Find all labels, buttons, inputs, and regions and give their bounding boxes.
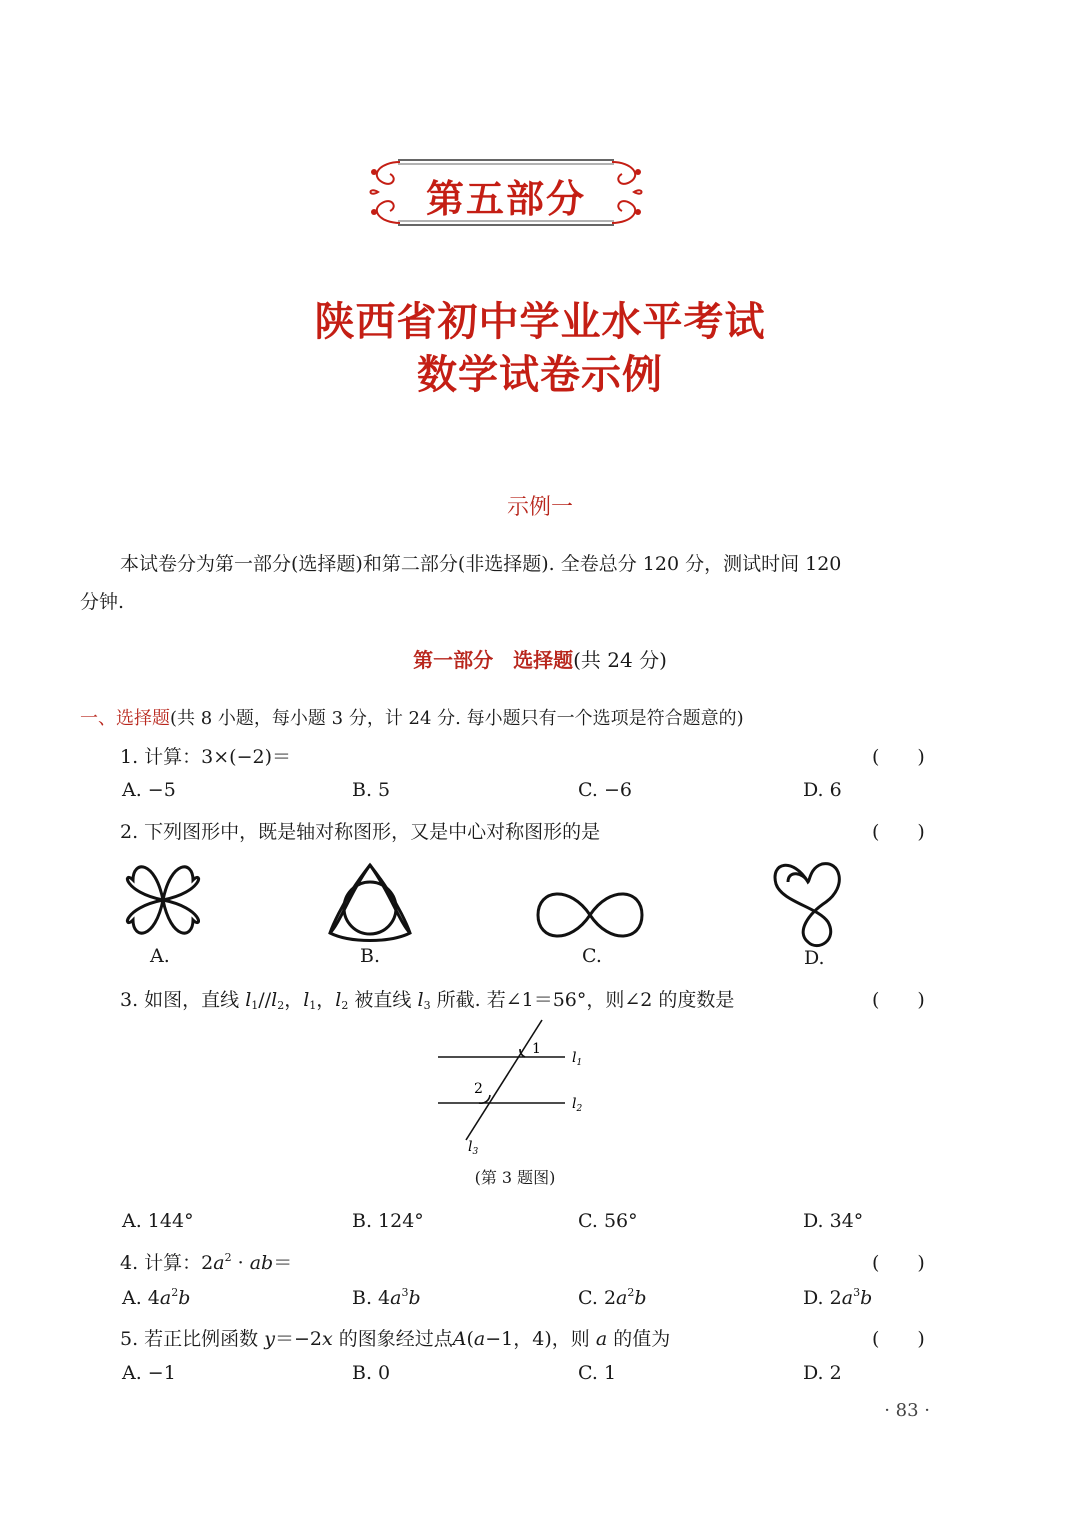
q2-option-d[interactable]: D. <box>804 947 825 969</box>
example-heading: 示例一 <box>506 495 573 520</box>
q1-option-b[interactable]: B. 5 <box>352 779 391 801</box>
q3-option-d[interactable]: D. 34° <box>803 1210 864 1232</box>
q1-option-d[interactable]: D. 6 <box>803 779 842 801</box>
page-number: · 83 · <box>884 1400 930 1421</box>
q2-stem: 2. 下列图形中，既是轴对称图形，又是中心对称图形的是 <box>120 821 601 843</box>
q2-option-c[interactable]: C. <box>582 945 602 967</box>
q1-option-c[interactable]: C. −6 <box>578 779 632 801</box>
q4-answer-blank[interactable]: ( ) <box>872 1252 925 1274</box>
q2-figure-a-clover <box>118 855 208 945</box>
q5-option-a[interactable]: A. −1 <box>122 1362 176 1384</box>
q4-stem: 4. 计算：$2a^2 \cdot ab=$ <box>120 1251 293 1274</box>
exam-title-line2: 数学试卷示例 <box>417 351 663 398</box>
q2-figure-d-heart-knot <box>768 852 848 952</box>
q3-option-c[interactable]: C. 56° <box>578 1210 638 1232</box>
q1-option-a[interactable]: A. −5 <box>122 779 176 801</box>
q1-answer-blank[interactable]: ( ) <box>872 746 925 768</box>
q2-option-b[interactable]: B. <box>360 945 381 967</box>
q2-answer-blank[interactable]: ( ) <box>872 821 925 843</box>
q3-line-l1-label: $l_1$ <box>572 1050 583 1068</box>
instructions-line2: 分钟. <box>80 591 125 613</box>
q3-option-b[interactable]: B. 124° <box>352 1210 424 1232</box>
q3-line-l3-label: $l_3$ <box>468 1139 479 1157</box>
section1-heading: 一、选择题(共 8 小题，每小题 3 分，计 24 分. 每小题只有一个选项是符合题意的) <box>80 708 744 729</box>
q5-option-d[interactable]: D. 2 <box>803 1362 842 1384</box>
q5-option-c[interactable]: C. 1 <box>578 1362 617 1384</box>
q5-stem: 5. 若正比例函数 y＝−2x 的图象经过点A(a−1，4)，则 a 的值为 <box>120 1328 671 1350</box>
q3-figure <box>430 1015 600 1160</box>
q4-option-a[interactable]: A. $4a^2b$ <box>122 1286 191 1309</box>
q3-angle-2-label: 2 <box>474 1081 483 1097</box>
q3-angle-1-label: 1 <box>532 1041 541 1057</box>
q3-line-l2-label: $l_2$ <box>572 1096 583 1114</box>
q3-figure-caption: (第 3 题图) <box>474 1168 556 1187</box>
q5-option-b[interactable]: B. 0 <box>352 1362 391 1384</box>
q4-option-b[interactable]: B. $4a^3b$ <box>352 1286 421 1309</box>
q5-answer-blank[interactable]: ( ) <box>872 1328 925 1350</box>
q3-answer-blank[interactable]: ( ) <box>872 989 925 1011</box>
q3-option-a[interactable]: A. 144° <box>122 1210 194 1232</box>
part-title: 第五部分 <box>425 177 586 221</box>
q4-option-c[interactable]: C. $2a^2b$ <box>578 1286 647 1309</box>
q2-option-a[interactable]: A. <box>150 945 170 967</box>
exam-title-line1: 陕西省初中学业水平考试 <box>314 298 766 345</box>
q1-stem: 1. 计算：3×(−2)＝ <box>120 746 292 768</box>
q4-option-d[interactable]: D. $2a^3b$ <box>803 1286 873 1309</box>
q3-stem: 3. 如图，直线 $l_1//l_2$，$l_1$，$l_2$ 被直线 $l_3$ 所截. 若∠1＝56°，则∠2 的度数是 <box>120 989 735 1012</box>
part1-title: 第一部分 选择题(共 24 分) <box>413 648 667 672</box>
q2-figure-c-infinity <box>535 885 645 945</box>
q2-figure-b-triquetra <box>325 858 415 943</box>
instructions-line1: 本试卷分为第一部分(选择题)和第二部分(非选择题). 全卷总分 120 分，测试时间 120 <box>120 553 842 575</box>
